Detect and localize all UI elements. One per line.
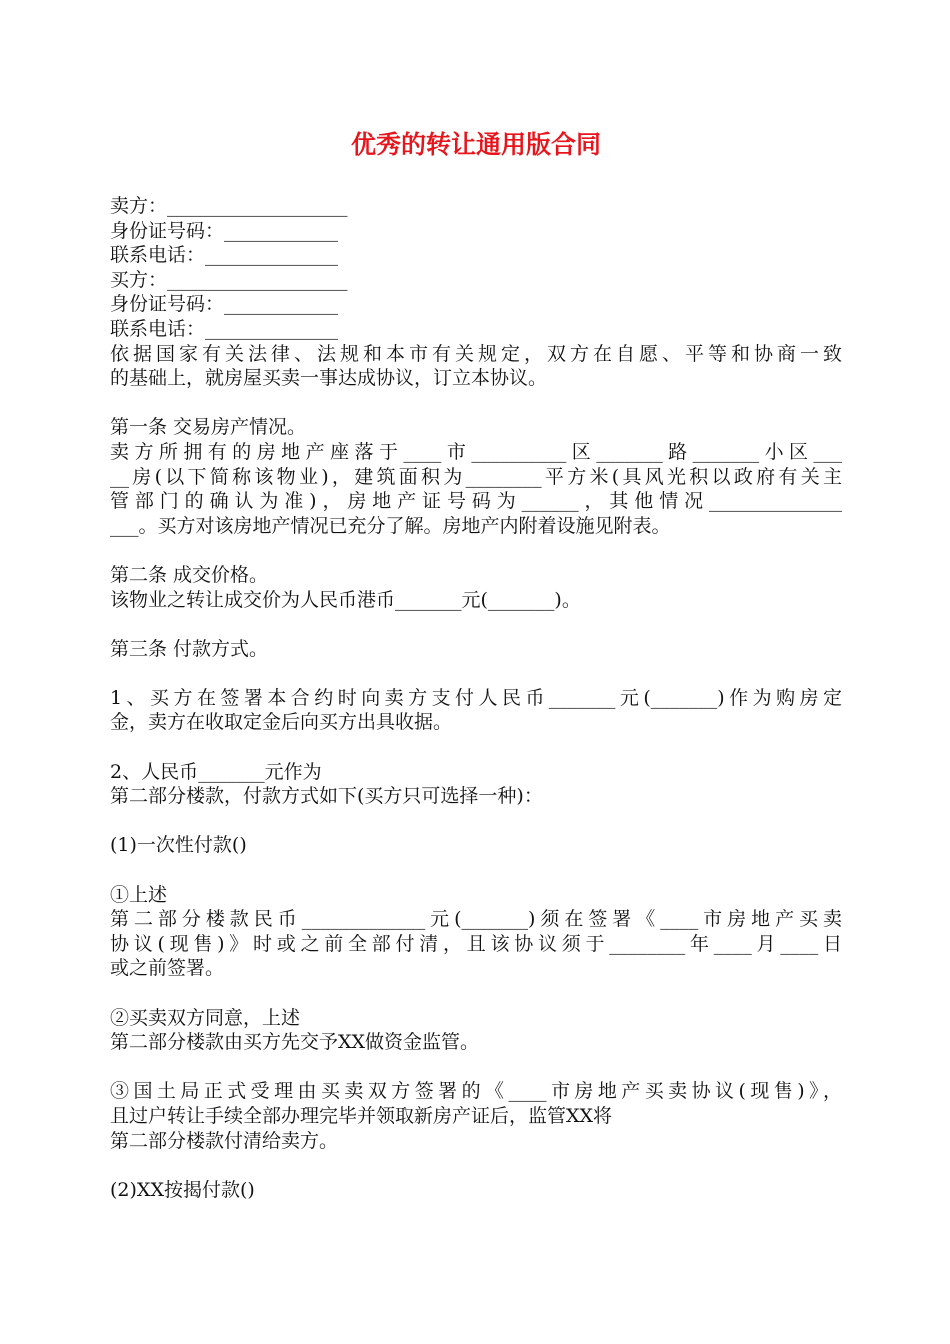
item-1-line: 协议(现售)》时或之前全部付清，且该协议须于________年____月____日 [110,932,842,955]
paragraph-spacer [110,612,842,637]
item-2-line: 第二部分楼款由买方先交予XX做资金监管。 [110,1031,480,1054]
buyer-line: 买方：___________________ [110,268,348,291]
preamble-line: 依据国家有关法律、法规和本市有关规定，双方在自愿、平等和协商一致 [110,342,842,365]
clause-2-line: 第二部分楼款，付款方式如下(买方只可选择一种)： [110,785,543,808]
option-1-heading: (1)一次性付款() [110,834,247,857]
item-1-line: 第二部分楼款民币_____________元(_______)须在签署《____市房地产买卖 [110,908,842,931]
paragraph-spacer [110,391,842,416]
paragraph-spacer [110,661,842,686]
option-2-heading: (2)XX按揭付款() [110,1178,255,1201]
item-3-line: 第二部分楼款付清给卖方。 [110,1129,339,1152]
seller-id-line: 身份证号码：____________ [110,219,339,242]
paragraph-spacer [110,735,842,760]
item-3-line: ③国土局正式受理由买卖双方签署的《____市房地产买卖协议(现售)》， [110,1080,842,1103]
paragraph-spacer [110,1055,842,1080]
document-body [110,194,842,1202]
paragraph-spacer [110,809,842,834]
seller-phone-line: 联系电话：______________ [110,244,339,267]
article-1-line: ___。买方对该房地产情况已充分了解。房地产内附着设施见附表。 [110,514,671,537]
clause-1-line: 金，卖方在收取定金后向买方出具收据。 [110,711,453,734]
preamble-line: 的基础上，就房屋买卖一事达成协议，订立本协议。 [110,367,548,390]
item-1-line: 或之前签署。 [110,957,225,980]
document-title: 优秀的转让通用版合同 [350,130,601,159]
article-1-line: 管部门的确认为准)，房地产证号码为______，其他情况______________ [110,490,842,513]
article-1-line: 卖方所拥有的房地产座落于____市__________区_______路_______小区___ [110,440,842,463]
item-2-line: ②买卖双方同意，上述 [110,1006,301,1029]
clause-2-line: 2、人民币_______元作为 [110,760,322,783]
article-1-heading: 第一条 交易房产情况。 [110,416,307,439]
article-2-line: 该物业之转让成交价为人民币港币_______元(_______)。 [110,588,581,611]
article-2-heading: 第二条 成交价格。 [110,563,269,586]
buyer-id-line: 身份证号码：____________ [110,293,339,316]
article-3-heading: 第三条 付款方式。 [110,637,269,660]
seller-line: 卖方：___________________ [110,195,348,217]
clause-1-line: 1、买方在签署本合约时向卖方支付人民币_______元(_______)作为购房定 [110,686,842,709]
buyer-phone-line: 联系电话：______________ [110,317,339,340]
paragraph-spacer [110,538,842,563]
item-3-line: 且过户转让手续全部办理完毕并领取新房产证后，监管XX将 [110,1104,613,1127]
paragraph-spacer [110,981,842,1006]
item-1-line: ①上述 [110,883,168,906]
paragraph-spacer [110,858,842,883]
paragraph-spacer [110,1153,842,1178]
article-1-line: __房(以下简称该物业)，建筑面积为________平方米(具风光积以政府有关主 [110,465,842,488]
